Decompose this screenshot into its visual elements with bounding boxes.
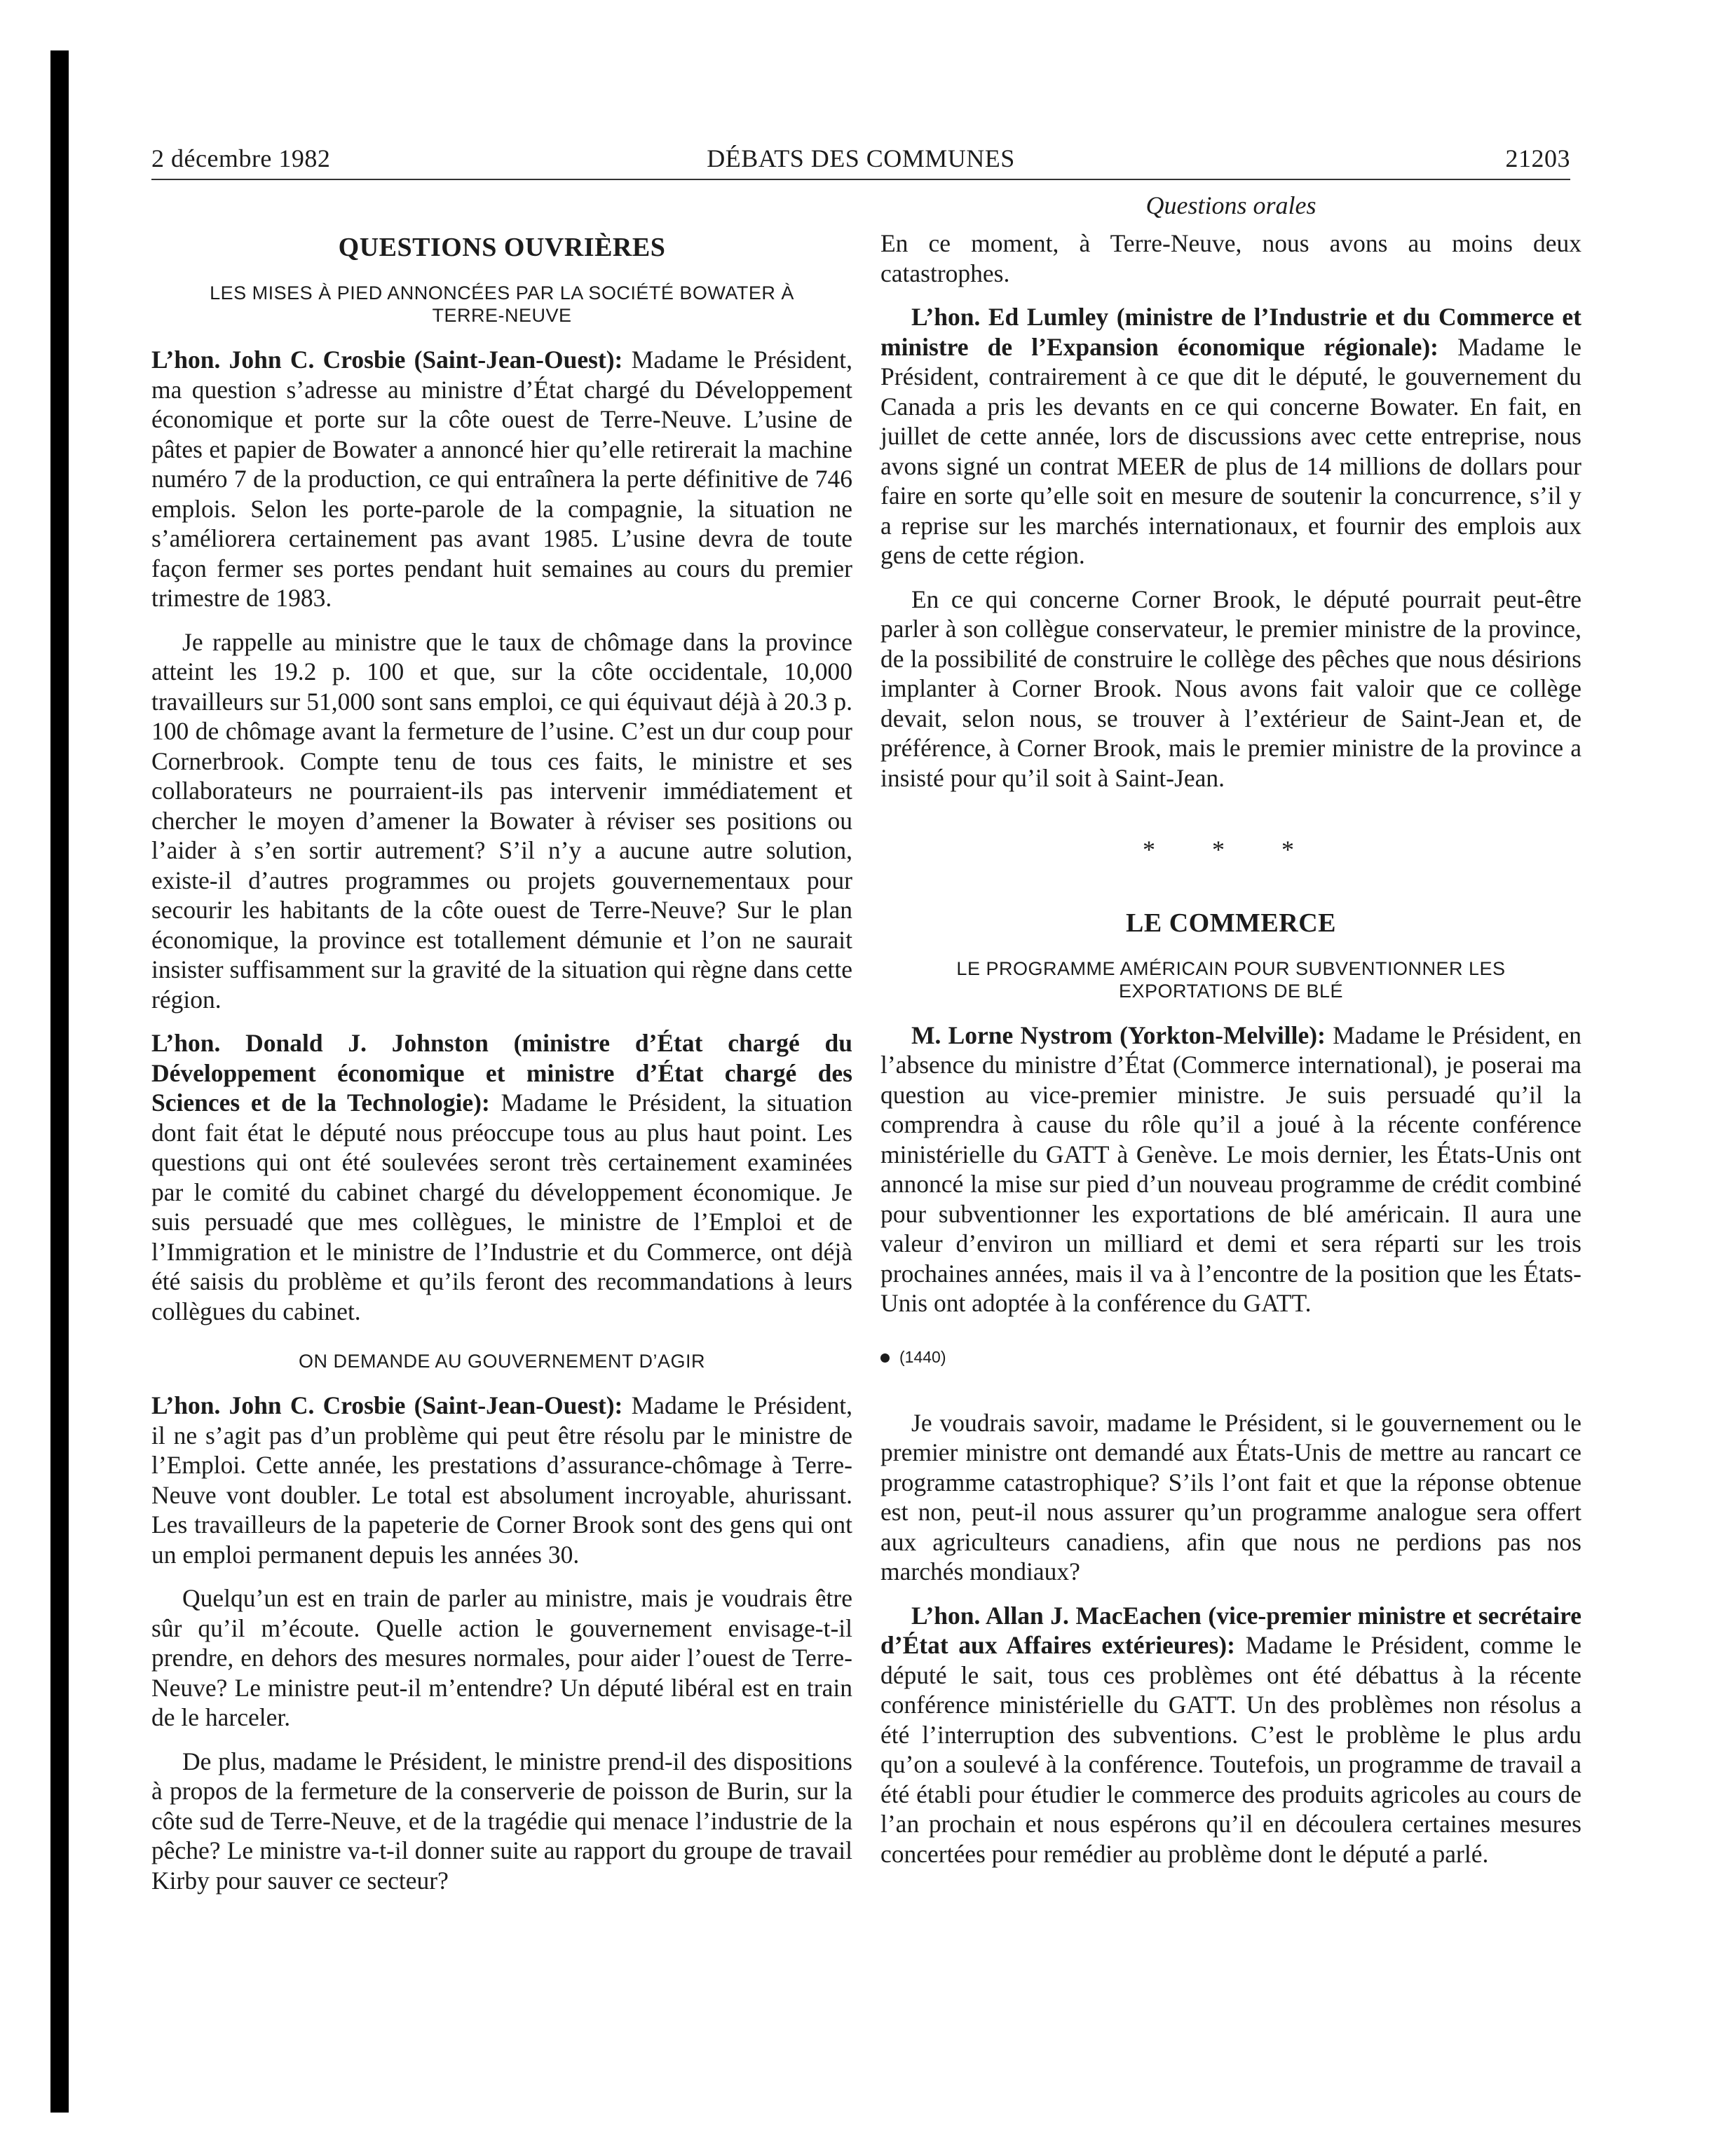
paragraph-unemployment: Je rappelle au ministre que le taux de chômage dans la province atteint les 19.2 p. 100 et que, sur la côte occidentale, 10,000 travailleurs sur 51,000 sont sans emploi, ce qui équivaut déjà à 20.3 p. 100 de chômage avant la fermeture de l’usine. C’est un dur coup pour Cornerbrook. Compte tenu de tous ces faits, le ministre et ses collaborateurs ne pourraient-ils pas intervenir immédiatement et chercher le moyen d’amener la Bowater à réviser ses positions ou l’aider à s’en sortir autrement? S’il n’y a aucune autre solution, existe-il d’autres programmes ou projets gouvernementaux pour secourir les habitants de la côte ouest de Terre-Neuve? Sur le plan économique, la province est totallement démunie et l’on ne saurait insister suffisamment sur la gravité de la situation qui règne dans cette région. — [151, 627, 852, 1014]
paragraph-crosbie-action: Quelqu’un est en train de parler au ministre, mais je voudrais être sûr qu’il m’écoute. Quelle action le gouvernement envisage-t-il prendre, en dehors des mesures normales, pour aider l’ouest de Terre-Neuve? Le ministre peut-il m’entendre? Un député libéral est en train de le harceler. — [151, 1584, 852, 1731]
subheading-wheat-subsidies: LE PROGRAMME AMÉRICAIN POUR SUBVENTIONNER LES EXPORTATIONS DE BLÉ — [956, 957, 1506, 1002]
running-header — [151, 137, 1570, 179]
paragraph-text: Madame le Président, en l’absence du ministre d’État (Commerce international), je poserai ma question au vice-premier ministre. Je suis persuadé qu’il la comprendra à cause du rôle qu’il a joué à la récente conférence ministérielle du GATT à Genève. Le mois dernier, les États-Unis ont annoncé la mise sur pied d’un nouveau programme de crédit combiné pour subventionner les exportations de blé américain. Il aura une valeur d’environ un milliard et demi et sera réparti sur les trois prochaines années, mais il va à l’encontre de la position que les États-Unis ont adoptée à la conférence du GATT. — [880, 1021, 1581, 1317]
speaker-name: L’hon. John C. Crosbie (Saint-Jean-Ouest): — [151, 1391, 623, 1419]
section-label-questions-orales: Questions orales — [1145, 191, 1316, 219]
speaker-name: L’hon. Donald J. Johnston (ministre d’État chargé du Développement économique et ministre d’État chargé des Sciences et de la Technologie): — [151, 1029, 852, 1117]
paragraph-crosbie-burin: De plus, madame le Président, le ministre prend-il des dispositions à propos de la fermeture de la conserverie de poisson de Burin, sur la côte sud de Terre-Neuve, et de la tragédie qui menace l’industrie de la pêche? Le ministre va-t-il donner suite au rapport du groupe de travail Kirby pour sauver ce secteur? — [151, 1747, 852, 1895]
paragraph-corner-brook: En ce qui concerne Corner Brook, le député pourrait peut-être parler à son collègue conservateur, le premier ministre de la province, de la possibilité de construire le collège des pêches que nous désirions implanter à Corner Brook. Nous avons fait valoir que ce collège devait, selon nous, se trouver à l’extérieur de Saint-Jean et, de préférence, à Corner Brook, mais le premier ministre de la province a insisté pour qu’il soit à Saint-Jean. — [880, 585, 1581, 792]
bullet-icon — [880, 1353, 890, 1363]
subheading-bowater-layoffs: LES MISES À PIED ANNONCÉES PAR LA SOCIÉTÉ BOWATER À TERRE-NEUVE — [210, 282, 794, 326]
section-heading-questions-ouvrieres: QUESTIONS OUVRIÈRES — [338, 233, 666, 262]
paragraph-catastrophes: En ce moment, à Terre-Neuve, nous avons au moins deux catastrophes. — [880, 229, 1581, 287]
paragraph-text: Madame le Président, il ne s’agit pas d’un problème qui peut être résolu par le ministre de l’Emploi. Cette année, les prestations d’assurance-chômage à Terre-Neuve vont doubler. Le total est absolument incroyable, ahurissant. Les travailleurs de la papeterie de Corner Brook sont des gens qui ont un emploi permanent depuis les années 30. — [151, 1391, 852, 1569]
section-separator: * * * — [1143, 835, 1319, 864]
right-column — [880, 188, 1581, 1883]
scan-binding-edge — [50, 50, 69, 2113]
paragraph-crosbie-supplementary — [151, 1391, 852, 1569]
header-rule — [151, 179, 1570, 180]
paragraph-text: Madame le Président, ma question s’adresse au ministre d’État chargé du Développement économique et porte sur la côte ouest de Terre-Neuve. L’usine de pâtes et papier de Bowater a annoncé hier qu’elle retirerait la machine numéro 7 de la production, ce qui entraînera la perte définitive de 746 emplois. Selon les porte-parole de la compagnie, la situation ne s’améliorera certainement pas avant 1985. L’usine devra de toute façon fermer ses portes pendant huit semaines au cours du premier trimestre de 1983. — [151, 346, 852, 612]
speaker-name: L’hon. Ed Lumley (ministre de l’Industrie et du Commerce et ministre de l’Expansion économique régionale): — [880, 303, 1581, 361]
paragraph-text: Madame le Président, contrairement à ce que dit le député, le gouvernement du Canada a pris les devants en ce qui concerne Bowater. En fait, en juillet de cette année, lors de discussions avec cette entreprise, nous avons signé un contrat MEER de plus de 14 millions de dollars pour faire en sorte qu’elle soit en mesure de soutenir la concurrence, s’il y a reprise sur les marchés internationaux, et fournir des emplois aux gens de cette région. — [880, 332, 1581, 569]
paragraph-nystrom-followup: Je voudrais savoir, madame le Président, si le gouvernement ou le premier ministre ont demandé aux États-Unis de mettre au rancart ce programme catastrophique? S’ils l’ont fait et que la réponse obtenue est non, peut-il nous assurer qu’un programme analogue sera offert aux agriculteurs canadiens, afin que nous ne perdions pas nos marchés mondiaux? — [880, 1408, 1581, 1585]
speaker-name: L’hon. John C. Crosbie (Saint-Jean-Ouest): — [151, 346, 623, 374]
paragraph-lumley-reply — [880, 302, 1581, 571]
paragraph-nystrom-question — [880, 1021, 1581, 1318]
header-title: DÉBATS DES COMMUNES — [707, 144, 1015, 172]
header-date: 2 décembre 1982 — [151, 144, 331, 172]
paragraph-maceachen-reply — [880, 1601, 1581, 1869]
header-page-number: 21203 — [1505, 144, 1570, 172]
paragraph-johnston-reply — [151, 1028, 852, 1326]
paragraph-crosbie-question — [151, 345, 852, 613]
speaker-name: M. Lorne Nystrom (Yorkton-Melville): — [911, 1021, 1326, 1049]
paragraph-text: Madame le Président, la situation dont fait état le député nous préoccupe tous au plus haut point. Les questions qui ont été soulevées seront très certainement examinées par le comité du cabinet chargé du développement économique. Je suis persuadé que mes collègues, le ministre de l’Emploi et de l’Immigration et le ministre de l’Industrie et du Commerce, ont déjà été saisis du problème et qu’ils feront des recommandations à leurs collègues du cabinet. — [151, 1089, 852, 1325]
paragraph-text: Madame le Président, comme le député le sait, tous ces problèmes ont été débattus à la récente conférence ministérielle du GATT. Un des problèmes non résolus a été l’interruption des subventions. C’est le problème le plus ardu qu’on a soulevé à la conférence. Toutefois, un programme de travail a été établi pour étudier le commerce des produits agricoles au cours de l’an prochain et nous espérons qu’il en découlera certaines mesures concertées pour remédier au problème dont le député a parlé. — [880, 1631, 1582, 1868]
section-heading-commerce: LE COMMERCE — [1126, 908, 1336, 938]
time-marker-text: (1440) — [899, 1347, 946, 1366]
time-marker — [880, 1342, 1581, 1372]
speaker-name: L’hon. Allan J. MacEachen (vice-premier ministre et secrétaire d’État aux Affaires extérieures): — [880, 1601, 1581, 1659]
left-column — [151, 188, 852, 1909]
subheading-government-action: ON DEMANDE AU GOUVERNEMENT D’AGIR — [298, 1351, 706, 1372]
